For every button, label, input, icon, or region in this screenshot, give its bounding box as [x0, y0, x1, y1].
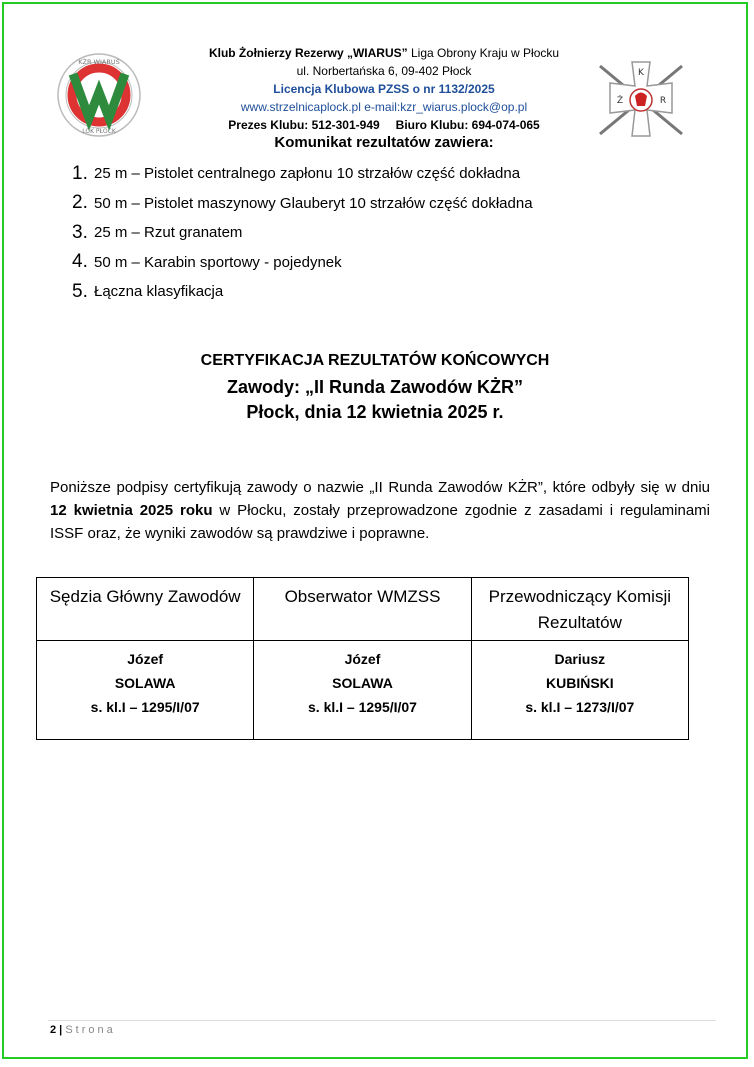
table-row [37, 641, 689, 740]
club-license: Licencja Klubowa PZSS o nr 1132/2025 [273, 82, 495, 96]
signature-cell [37, 641, 254, 740]
column-header-observer: Obserwator WMZSS [254, 578, 471, 641]
person-first-name: Dariusz [554, 651, 606, 667]
club-header [154, 44, 614, 134]
event-number: 2. [72, 192, 88, 214]
paragraph-part1: Poniższe podpisy certyfikują zawody o nazwie „II Runda Zawodów KŻR”, które odbyły się w dniu [50, 479, 710, 496]
club-web-email: www.strzelnicaplock.pl e-mail:kzr_wiarus.plock@op.pl [240, 100, 528, 114]
column-header-results-chair: Przewodniczący Komisji Rezultatów [471, 578, 688, 641]
paragraph-date-bold: 12 kwietnia 2025 roku [50, 502, 213, 519]
document-page [2, 2, 748, 1059]
list-item [72, 189, 533, 219]
column-header-chief-judge: Sędzia Główny Zawodów [37, 578, 254, 641]
certification-place-date: Płock, dnia 12 kwietnia 2025 r. [246, 402, 504, 422]
list-item [72, 277, 533, 307]
events-list [72, 159, 533, 307]
certification-event: Zawody: „II Runda Zawodów KŻR” [227, 377, 523, 397]
person-last-name: SOLAWA [332, 675, 393, 691]
event-number: 3. [72, 221, 88, 243]
club-affiliation: Liga Obrony Kraju w Płocku [407, 46, 560, 60]
office-phone: Biuro Klubu: 694-074-065 [395, 118, 540, 132]
club-contacts [154, 116, 614, 134]
person-last-name: SOLAWA [114, 675, 176, 691]
event-number: 5. [72, 280, 88, 302]
club-wiarus-logo [56, 52, 142, 138]
event-text: Łączna klasyfikacja [94, 283, 224, 301]
person-class: s. kl.I – 1273/I/07 [525, 699, 635, 715]
komunikat-title: Komunikat rezultatów zawiera: [274, 134, 494, 151]
club-address: ul. Norbertańska 6, 09-402 Płock [296, 64, 472, 78]
list-item [72, 218, 533, 248]
paragraph-part2: w Płocku, zostały przeprowadzone zgodnie z zasadami i regulaminami ISSF oraz, że wyniki zawodów są prawdziwe i poprawne. [50, 502, 711, 542]
event-text: 50 m – Pistolet maszynowy Glauberyt 10 strzałów część dokładna [94, 194, 533, 212]
event-text: 50 m – Karabin sportowy - pojedynek [94, 253, 342, 271]
right-logo-letter-r: R [659, 96, 667, 106]
event-number: 1. [72, 162, 88, 184]
event-text: 25 m – Pistolet centralnego zapłonu 10 strzałów część dokładna [94, 165, 521, 183]
list-item [72, 159, 533, 189]
person-class: s. kl.I – 1295/I/07 [308, 699, 417, 715]
president-phone: Prezes Klubu: 512-301-949 [228, 118, 380, 132]
right-logo-letter-z: Ż [616, 96, 624, 106]
club-name-line [154, 44, 614, 62]
page-label: Strona [65, 1024, 116, 1036]
right-logo-letter-k: K [638, 68, 644, 78]
person-class: s. kl.I – 1295/I/07 [90, 699, 200, 715]
table-header-row [37, 578, 689, 641]
signature-cell [254, 641, 471, 740]
event-text: 25 m – Rzut granatem [94, 224, 243, 242]
signature-cell [471, 641, 688, 740]
signatures-table [36, 577, 689, 740]
person-last-name: KUBIŃSKI [545, 675, 614, 691]
left-logo-bottom-text: LOK PŁOCK [82, 128, 116, 135]
footer-divider [48, 1020, 716, 1021]
page-footer [50, 1024, 116, 1036]
person-first-name: Józef [344, 651, 381, 667]
person-first-name: Józef [127, 651, 164, 667]
list-item [72, 248, 533, 278]
certification-paragraph [50, 476, 710, 545]
footer-separator: | [56, 1024, 66, 1036]
certification-title: CERTYFIKACJA REZULTATÓW KOŃCOWYCH [200, 352, 550, 369]
page-number: 2 [50, 1024, 57, 1036]
event-number: 4. [72, 251, 88, 273]
club-name: Klub Żołnierzy Rezerwy „WIARUS” [208, 46, 408, 60]
left-logo-top-text: KŻR WIARUS [78, 58, 120, 66]
